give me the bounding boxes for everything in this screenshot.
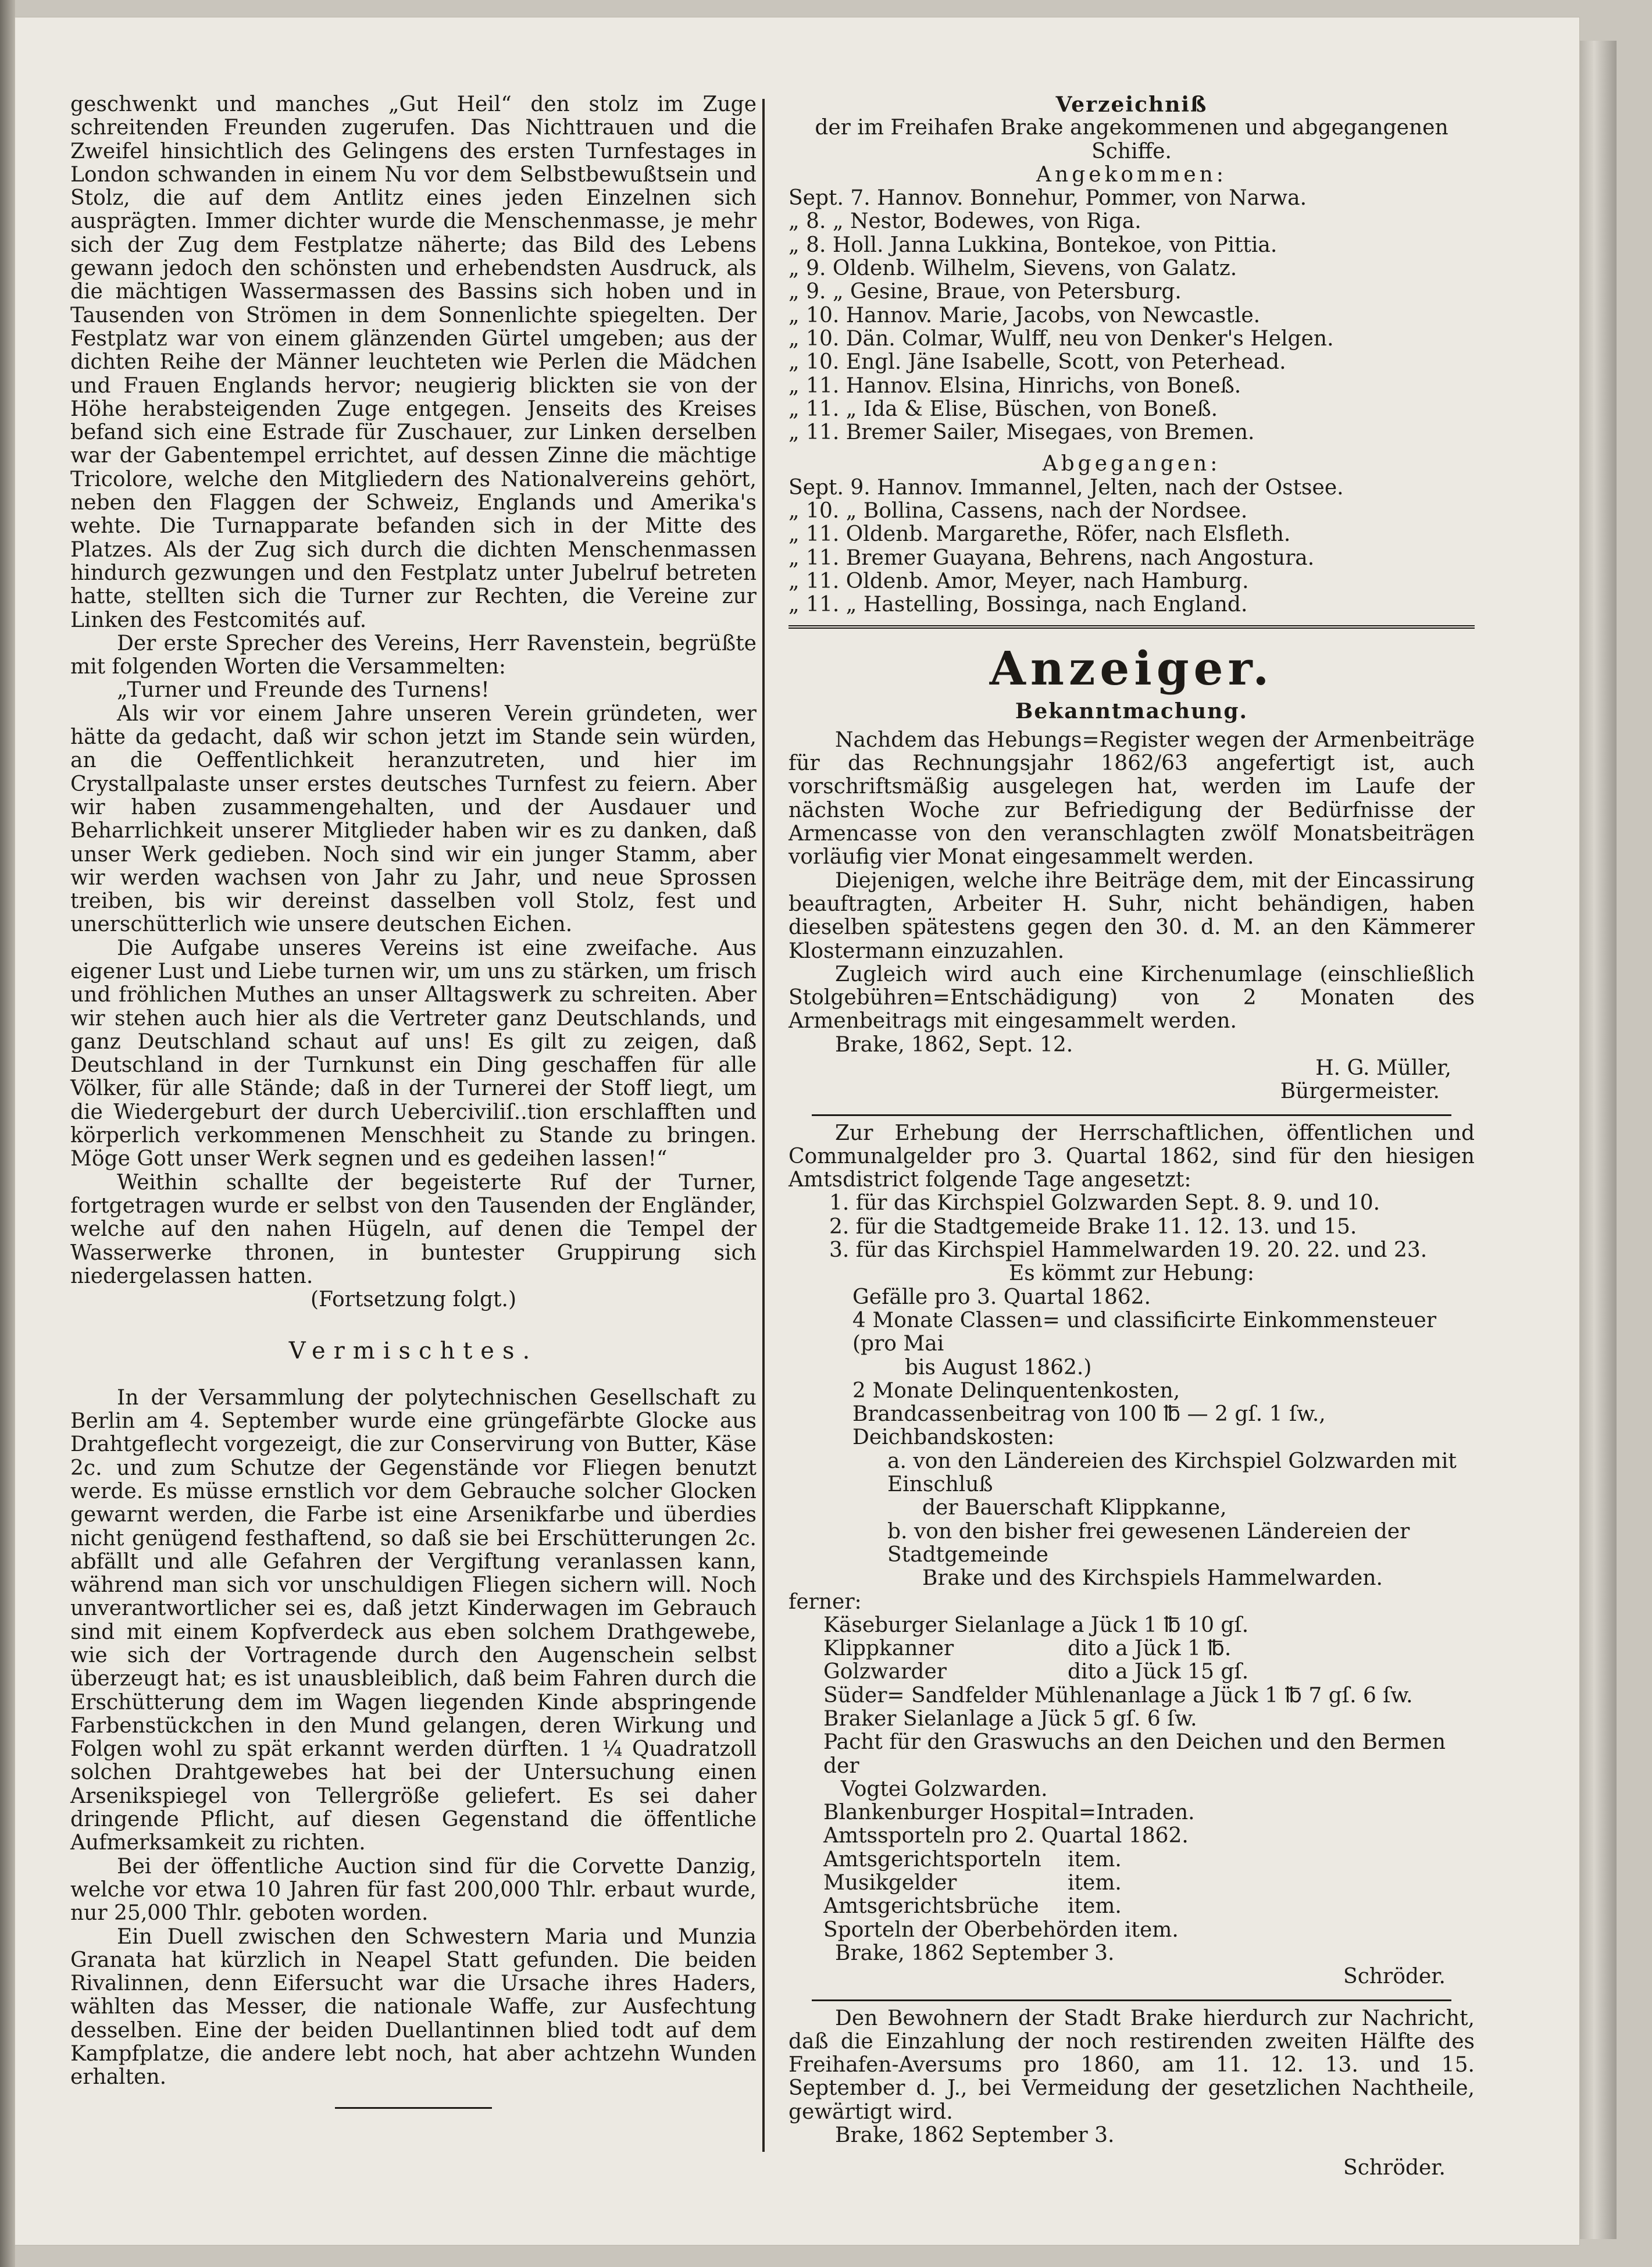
anzeiger-title: Anzeiger. [989, 640, 1274, 696]
ship-entry: „ 11. Bremer Sailer, Misegaes, von Bremen. [788, 420, 1255, 445]
collect-item: der Bauerschaft Klippkanne, [922, 1496, 1227, 1520]
end-rule [335, 2107, 492, 2109]
article-paragraph: Als wir vor einem Jahre unseren Verein gründeten, wer hätte da gedacht, daß wir schon jetzt im Stande sein würden, an die Oeffentlichkeit heranzutreten, und hier im Crystallpalaste unser erstes deutsches Turnfest zu feiern. Aber wir haben zusammengehalten, und der Ausdauer und Beharrlichkeit unserer Mitglieder haben wir es zu danken, daß unser Werk gedieben. Noch sind wir ein junger Stamm, aber wir werden wachsen von Jahr zu Jahr, und neue Sprossen treiben, bis wir dereinst dasselben voll Stolz, fest und unerschütterlich wie unsere deutschen Eichen. [70, 701, 757, 937]
section-rule [788, 625, 1475, 629]
collect-item: a. von den Ländereien des Kirchspiel Golzwarden mit Einschluß [887, 1449, 1457, 1497]
misc-paragraph: In der Versammlung der polytechnischen Gesellschaft zu Berlin am 4. September wurde eine grüngefärbte Glocke aus Drahtgeflecht vorgezeigt, die zur Conservirung von Butter, Käse 2c. und zum Schutze der Gegenstände vor Fliegen benutzt werde. Es müsse ernstlich vor dem Gebrauche solcher Glocken gewarnt werden, die Farbe ist eine Arsenikfarbe und überdies nicht genügend festhaftend, so daß sie bei Erschütterungen 2c. abfällt und alle Gefahren der Vergiftung veranlassen kann, während man sich vor unschuldigen Fliegen sichern will. Noch unverantwortlicher sei es, daß jetzt Kinderwagen im Gebrauch sind mit einem Kopfverdeck aus eben solchem Drathgewebe, wie sich der Vortragende durch den Augenschein selbst überzeugt hat; es ist unausbleiblich, daß beim Fahren durch die Erschütterung dem im Wagen liegenden Kinde abspringende Farbenstückchen in den Mund gelangen, deren Wirkung und Folgen wohl zu spät erkannt werden dürften. 1 ¼ Quadratzoll solchen Drahtgewebes hat bei der Untersuchung einen Arsenikspiegel von Tellergröße geliefert. Es sei daher dringende Pflicht, auf diesen Gegenstand die öffentliche Aufmerksamkeit zu richten. [70, 1385, 757, 1855]
ship-entry: „ 8. „ Nestor, Bodewes, von Riga. [788, 209, 1141, 234]
collect-item: Sporteln der Oberbehörden item. [823, 1917, 1179, 1942]
collect-item-value: item. [1068, 1894, 1122, 1919]
ship-entry: „ 10. Dän. Colmar, Wulff, neu von Denker's Helgen. [788, 326, 1334, 351]
collect-item: Brandcassenbeitrag von 100 ℔ — 2 gſ. 1 ſw., [852, 1402, 1326, 1427]
collect-item: Deichbandskosten: [852, 1425, 1055, 1450]
notice-place-date: Brake, 1862, Sept. 12. [835, 1032, 1073, 1057]
misc-paragraph: Bei der öffentliche Auction sind für die Corvette Danzig, welche vor etwa 10 Jahren für fast 200,000 Thlr. erbaut wurde, nur 25,000 Thlr. geboten worden. [70, 1854, 757, 1926]
collection-day: 1. für das Kirchspiel Golzwarden Sept. 8. 9. und 10. [829, 1191, 1380, 1216]
collect-label: Es kömmt zur Hebung: [1009, 1261, 1254, 1286]
collect-item: Amtssporteln pro 2. Quartal 1862. [823, 1824, 1189, 1848]
notice-paragraph: Zugleich wird auch eine Kirchenumlage (einschließlich Stolgebühren=Entschädigung) von 2 Monaten des Armenbeitrags mit eingesammelt werden. [788, 962, 1475, 1033]
newspaper-page [15, 17, 1579, 2245]
notice-paragraph: Nachdem das Hebungs=Register wegen der Armenbeiträge für das Rechnungsjahr 1862/63 angefertigt ist, auch vorschriftsmäßig ausgelegen hat, werden im Laufe der nächsten Woche zur Befriedigung der Bedürfnisse der Armencasse von den veranschlagten zwölf Monatsbeiträgen vorläufig vier Monat eingesammelt werden. [788, 728, 1475, 869]
collect-item-value: dito a Jück 1 ℔. [1068, 1637, 1232, 1661]
collect-item-value: item. [1068, 1871, 1122, 1895]
notice-title: Bekanntmachung. [1015, 698, 1248, 723]
right-column [788, 93, 1475, 2180]
ship-entry: „ 10. Hannov. Marie, Jacobs, von Newcastle. [788, 303, 1261, 327]
notice-paragraph: Zur Erhebung der Herrschaftlichen, öffentlichen und Communalgelder pro 3. Quartal 1862, sind für den hiesigen Amtsdistrict folgende Tage angesetzt: [788, 1121, 1475, 1192]
collect-item: Käseburger Sielanlage a Jück 1 ℔ 10 gſ. [823, 1613, 1249, 1637]
ship-entry: „ 11. Oldenb. Amor, Meyer, nach Hamburg. [788, 569, 1249, 593]
notice-rule [812, 1999, 1451, 2001]
collect-item: Musikgelder [823, 1871, 957, 1895]
collection-day: 3. für das Kirchspiel Hammelwarden 19. 20. 22. und 23. [829, 1238, 1428, 1263]
notice-signer: Schröder. [1343, 2156, 1446, 2180]
arrived-list [788, 187, 1475, 444]
continued-note: (Fortsetzung folgt.) [311, 1288, 516, 1312]
collect-item: b. von den bisher frei gewesenen Ländereien der Stadtgemeinde [887, 1519, 1410, 1567]
speech-salutation: „Turner und Freunde des Turnens! [117, 678, 490, 703]
left-column [70, 93, 757, 2109]
article-paragraph: geschwenkt und manches „Gut Heil“ den stolz im Zuge schreitenden Freunden zugerufen. Das Nichttrauen und die Zweifel hinsichtlich des Gelingens des ersten Turnfestages in London schwanden in einem Nu vor dem Selbstbewußtsein und Stolz, die auf dem Antlitz eines jeden Einzelnen sich ausprägten. Immer dichter wurde die Menschenmasse, je mehr sich der Zug dem Festplatze näherte; das Bild des Lebens gewann jedoch den schönsten und erhebendsten Ausdruck, als die mächtigen Wassermassen des Bassins sich hoben und in Tausenden von Strömen in dem Sonnenlichte spiegelten. Der Festplatz war von einem glänzenden Gürtel umgeben; aus der dichten Reihe der Männer leuchteten wie Perlen die Mädchen und Frauen Englands hervor; neugierig blickten sie von der Höhe herabsteigenden Zuge entgegen. Jenseits des Kreises befand sich eine Estrade für Zuschauer, zur Linken derselben war der Gabentempel errichtet, auf dessen Zinne die mächtige Tricolore, welche den Mitgliedern des Nationalvereins gehört, neben den Flaggen der Schweiz, Englands und Amerika's wehte. Die Turnapparate befanden sich in der Mitte des Platzes. Als der Zug sich durch die dichten Menschenmassen hindurch gezwungen und den Festplatz unter Jubelruf betreten hatte, stellten sich die Turner zur Rechten, die Vereine zur Linken des Festcomités auf. [70, 92, 757, 632]
ship-entry: „ 11. Oldenb. Margarethe, Röfer, nach Elsfleth. [788, 522, 1291, 547]
ship-entry: „ 11. Hannov. Elsina, Hinrichs, von Boneß. [788, 373, 1241, 398]
collect-item: Golzwarder [823, 1660, 947, 1684]
collection-day: 2. für die Stadtgemeide Brake 11. 12. 13. und 15. [829, 1214, 1357, 1239]
ship-entry: „ 10. Engl. Jäne Isabelle, Scott, von Peterhead. [788, 350, 1286, 375]
misc-paragraph: Ein Duell zwischen den Schwestern Maria und Munzia Granata hat kürzlich in Neapel Statt gefunden. Die beiden Rivalinnen, denn Eifersucht war die Ursache ihres Haders, wählten das Messer, die nationale Waffe, zur Ausfechtung desselben. Eine der beiden Duellantinnen blied todt auf dem Kampfplatze, die andere lebt noch, hat aber achtzehn Wunden erhalten. [70, 1924, 757, 2090]
scan-edge [0, 0, 15, 2267]
article-paragraph: Weithin schallte der begeisterte Ruf der Turner, fortgetragen wurde er selbst von den Tausenden der Engländer, welche auf den nahen Hügeln, auf denen die Tempel der Wasserwerke thronen, in buntester Gruppirung sich niedergelassen hatten. [70, 1170, 757, 1288]
arrived-label: Angekommen: [1036, 162, 1227, 187]
ship-entry: Sept. 7. Hannov. Bonnehur, Pommer, von Narwa. [788, 186, 1307, 211]
notice-signer: Schröder. [1343, 1965, 1446, 1989]
collect-item: Klippkanner [823, 1637, 954, 1661]
collect-item: Gefälle pro 3. Quartal 1862. [852, 1285, 1151, 1309]
notice-signer-title: Bürgermeister. [1280, 1079, 1440, 1104]
notice-rule [812, 1114, 1451, 1116]
notice-place-date: Brake, 1862 September 3. [835, 1941, 1115, 1965]
ship-entry: „ 11. Bremer Guayana, Behrens, nach Angostura. [788, 546, 1315, 570]
article-paragraph: Der erste Sprecher des Vereins, Herr Ravenstein, begrüßte mit folgenden Worten die Versammelten: [70, 631, 757, 679]
collect-item-value: item. [1068, 1847, 1122, 1872]
collect-item: Vogtei Golzwarden. [841, 1777, 1048, 1801]
ferner-label: ferner: [788, 1589, 862, 1614]
departed-list [788, 476, 1475, 617]
ships-title: Verzeichniß [1055, 92, 1208, 117]
collect-item: Pacht für den Graswuchs an den Deichen und den Bermen der [823, 1730, 1446, 1778]
ship-entry: Sept. 9. Hannov. Immannel, Jelten, nach der Ostsee. [788, 475, 1344, 500]
collect-item: Blankenburger Hospital=Intraden. [823, 1801, 1195, 1825]
departed-label: Abgegangen: [1042, 452, 1221, 476]
collect-item: Brake und des Kirchspiels Hammelwarden. [922, 1566, 1383, 1591]
collect-item: 2 Monate Delinquentenkosten, [852, 1378, 1180, 1403]
notice-signer: H. G. Müller, [1315, 1056, 1451, 1080]
page-edge [1579, 41, 1617, 2239]
ship-entry: „ 10. „ Bollina, Cassens, nach der Nordsee. [788, 499, 1248, 523]
collect-item: Amtsgerichtsporteln [823, 1847, 1041, 1872]
ships-subtitle: der im Freihafen Brake angekommenen und abgegangenen Schiffe. [815, 116, 1448, 163]
column-divider [762, 99, 765, 2152]
article-paragraph: Die Aufgabe unseres Vereins ist eine zweifache. Aus eigener Lust und Liebe turnen wir, um uns zu stärken, um frisch und fröhlichen Muthes an unser Alltagswerk zu schreiten. Aber wir stehen auch hier als die Vertreter ganz Deutschlands, und ganz Deutschland schaut auf uns! Es gilt zu zeigen, daß Deutschland in der Turnkunst ein Ding geschaffen für alle Völker, für alle Stände; daß in der Turnerei der Stoff liegt, um die Wiedergeburt der durch Ueberciviliſ..tion erschlafften und körperlich verkommenen Menschheit zu Stande zu bringen. Möge Gott unser Werk segnen und es gedeihen lassen!“ [70, 936, 757, 1171]
section-title-vermischtes: Vermischtes. [288, 1338, 538, 1365]
notice-paragraph: Diejenigen, welche ihre Beiträge dem, mit der Eincassirung beauftragten, Arbeiter H. Suhr, nicht behändigen, haben dieselben spätestens gegen den 30. d. M. an den Kämmerer Klostermann einzuzahlen. [788, 868, 1475, 963]
collect-item-value: dito a Jück 15 gſ. [1068, 1660, 1249, 1684]
ship-entry: „ 9. „ Gesine, Braue, von Petersburg. [788, 280, 1182, 304]
collect-item: bis August 1862.) [905, 1355, 1092, 1380]
collect-item: Amtsgerichtsbrüche [823, 1894, 1039, 1919]
notice-paragraph: Den Bewohnern der Stadt Brake hierdurch zur Nachricht, daß die Einzahlung der noch restirenden zweiten Hälfte des Freihafen-Aversums pro 1860, am 11. 12. 13. und 15. September d. J., bei Vermeidung der gesetzlichen Nachtheile, gewärtigt wird. [788, 2006, 1475, 2124]
ship-entry: „ 8. Holl. Janna Lukkina, Bontekoe, von Pittia. [788, 233, 1278, 257]
notice-place-date: Brake, 1862 September 3. [835, 2123, 1115, 2148]
collect-item: Braker Sielanlage a Jück 5 gſ. 6 ſw. [823, 1707, 1197, 1731]
ship-entry: „ 11. „ Ida & Elise, Büschen, von Boneß. [788, 397, 1218, 421]
ship-entry: „ 11. „ Hastelling, Bossinga, nach England. [788, 593, 1248, 617]
ship-entry: „ 9. Oldenb. Wilhelm, Sievens, von Galatz. [788, 256, 1237, 281]
collect-table [788, 1614, 1475, 1942]
collect-item: Süder= Sandfelder Mühlenanlage a Jück 1 ℔ 7 gſ. 6 ſw. [823, 1683, 1413, 1708]
collect-item: 4 Monate Classen= und classificirte Einkommensteuer (pro Mai [852, 1308, 1437, 1356]
